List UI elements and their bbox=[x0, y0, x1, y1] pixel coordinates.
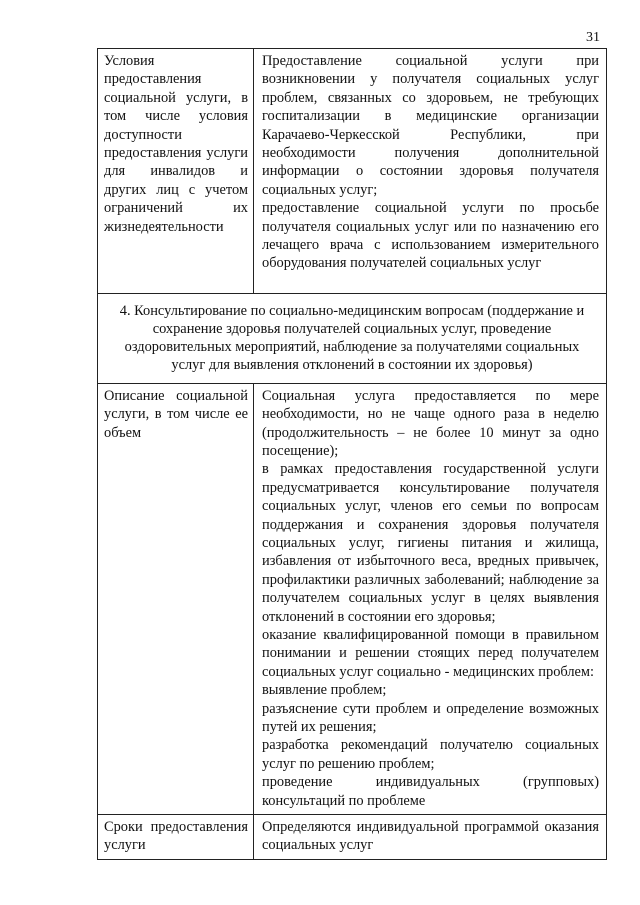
section-title: 4. Консультирование по социально-медицинским вопросам (поддержание и сохранение здоровья получателей социальных услуг, проведение оздоровительных мероприятий, наблюдение за получателями социальных услуг для выявления отклонений в состоянии их здоровья) bbox=[98, 294, 606, 384]
conditions-paragraph: Предоставление социальной услуги при возникновении у получателя социальных услуг проблем, связанных со здоровьем, не требующих госпитализации в медицинские организации Карачаево-Черкесской Республики, при необходимости получения дополнительной информации о состоянии здоровья получателя социальных услуг; bbox=[262, 53, 599, 198]
conditions-label: Условия предоставления социальной услуги, в том числе условия доступности предоставления услуги для инвалидов и других лиц с учетом ограничений их жизнедеятельности bbox=[98, 49, 254, 293]
conditions-paragraph: предоставление социальной услуги по просьбе получателя социальных услуг или по назначению его лечащего врача с использованием измерительного оборудования получателей социальных услуг bbox=[262, 200, 599, 272]
terms-value bbox=[254, 815, 606, 859]
terms-label: Сроки предоставления услуги bbox=[98, 815, 254, 859]
page-number: 31 bbox=[586, 30, 600, 45]
description-paragraph: оказание квалифицированной помощи в правильном понимании и решении стоящих перед получателем социальных услуг социально - медицинских проблем: bbox=[262, 626, 599, 680]
description-paragraph: разъяснение сути проблем и определение возможных путей их решения; bbox=[262, 700, 599, 735]
conditions-value bbox=[254, 49, 606, 293]
table-row-terms bbox=[98, 815, 606, 859]
description-paragraph: проведение индивидуальных (групповых) консультаций по проблеме bbox=[262, 774, 599, 809]
service-table bbox=[97, 48, 607, 860]
description-paragraph: выявление проблем; bbox=[262, 682, 387, 699]
description-paragraph: Социальная услуга предоставляется по мере необходимости, но не чаще одного раза в неделю (продолжительность – не более 10 минут за одно посещение); bbox=[262, 387, 599, 459]
description-paragraph: в рамках предоставления государственной услуги предусматривается консультирование получателя социальных услуг, членов его семьи по вопросам поддержания и сохранения здоровья получателя социальных услуг, гигиены питания и жилища, избавления от избыточного веса, вредных привычек, профилактики различных заболеваний; наблюдение за получателем социальных услуг в целях выявления отклонений в состоянии его здоровья; bbox=[262, 461, 599, 625]
terms-paragraph: Определяются индивидуальной программой оказания социальных услуг bbox=[262, 819, 599, 854]
table-row-description bbox=[98, 384, 606, 815]
description-label: Описание социальной услуги, в том числе ее объем bbox=[98, 384, 254, 814]
description-paragraph: разработка рекомендаций получателю социальных услуг по решению проблем; bbox=[262, 737, 599, 772]
description-value bbox=[254, 384, 606, 814]
table-row-conditions bbox=[98, 49, 606, 294]
